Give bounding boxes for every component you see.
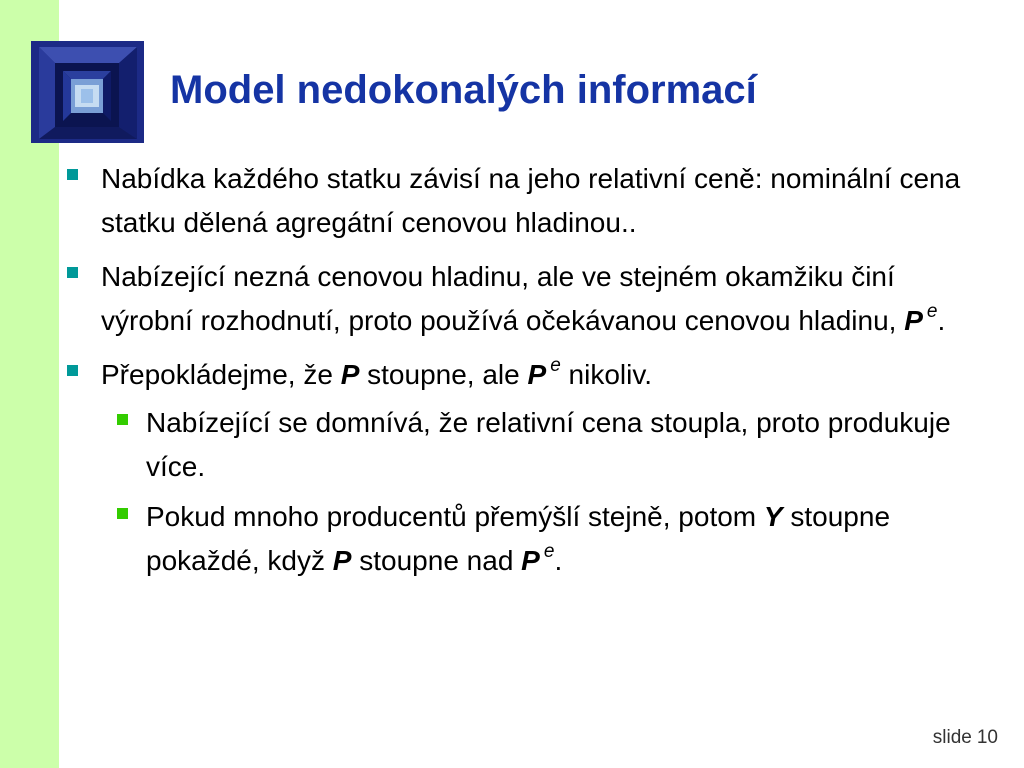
price-symbol: P (521, 545, 540, 576)
sub-bullet-text-end: . (554, 545, 563, 576)
sub-bullet-item (64, 401, 994, 489)
output-symbol: Y (763, 501, 783, 532)
price-symbol: P (904, 305, 923, 336)
bullet-item (64, 157, 994, 245)
bullet-text-end: . (937, 305, 946, 336)
square-bullet-icon (67, 267, 78, 278)
slide-number-value: 10 (976, 727, 998, 748)
bullet-item (64, 255, 994, 343)
superscript-e: e (550, 355, 561, 376)
square-subbullet-icon (117, 508, 128, 519)
bullet-text: Nabízející nezná cenovou hladinu, ale ve stejném okamžiku činí výrobní rozhodnutí, proto používá očekávanou cenovou hladinu, (101, 261, 905, 336)
slide-title: Model nedokonalých informací (170, 68, 757, 112)
price-symbol: P (340, 359, 360, 390)
sub-bullet-text: stoupne pokaždé, když (146, 501, 891, 576)
bullet-text: Nabídka každého statku závisí na jeho relativní ceně: nominální cena statku dělená agregátní cenovou hladinou.. (101, 163, 961, 238)
sub-bullet-text: Pokud mnoho producentů přemýšlí stejně, potom (146, 501, 764, 532)
square-bullet-icon (67, 365, 78, 376)
superscript-e: e (543, 541, 555, 562)
bullet-item (64, 353, 994, 397)
slide-number-label: slide (932, 727, 972, 748)
bullet-text-end: nikoliv. (560, 359, 653, 390)
window-tunnel-image (31, 41, 144, 143)
bullet-text: Přepokládejme, že (101, 359, 341, 390)
square-subbullet-icon (117, 414, 128, 425)
bullet-text: stoupne, ale (359, 359, 528, 390)
superscript-e: e (926, 301, 938, 322)
slide-content (64, 157, 994, 589)
price-symbol: P (332, 545, 352, 576)
sub-bullet-text: stoupne nad (351, 545, 522, 576)
price-symbol: P (527, 359, 547, 390)
sub-bullet-text: Nabízející se domnívá, že relativní cena stoupla, proto produkuje více. (146, 407, 951, 482)
square-bullet-icon (67, 169, 78, 180)
sub-bullet-item (64, 495, 994, 583)
slide-number (933, 727, 998, 749)
